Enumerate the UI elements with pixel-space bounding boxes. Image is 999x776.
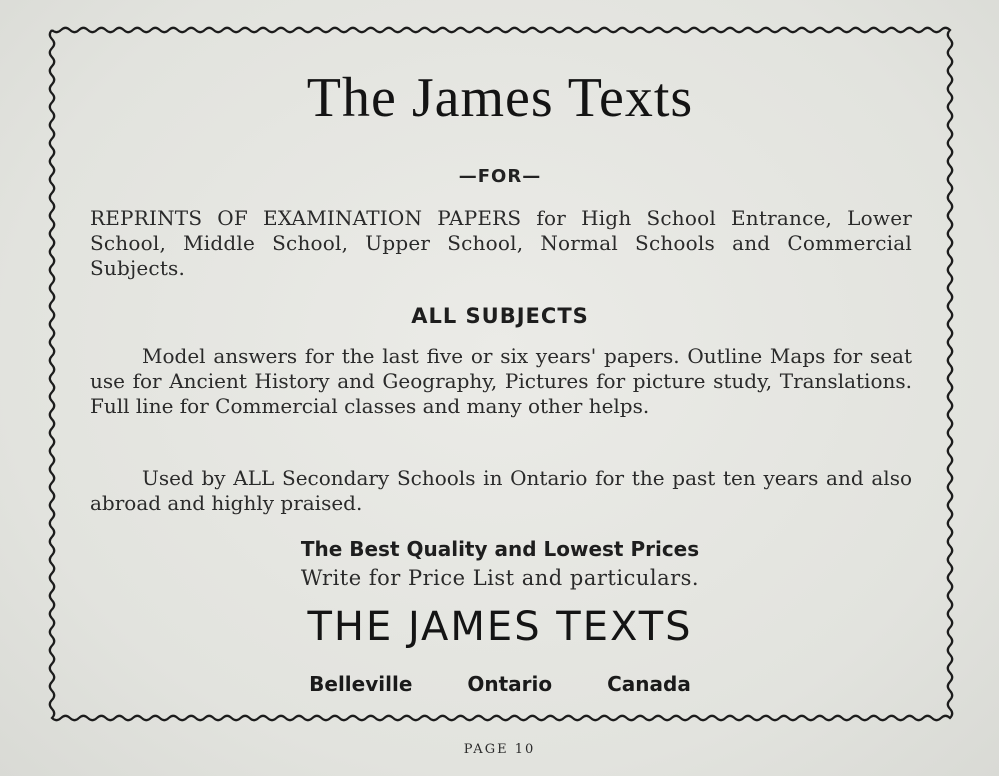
reprints-paragraph: REPRINTS OF EXAMINATION PAPERS for High School Entrance, Lower School, Middle School, Upper School, Normal Schools and Commercial Subjects. [90, 206, 912, 280]
used-by-paragraph: Used by ALL Secondary Schools in Ontario for the past ten years and also abroad and highly praised. [90, 466, 912, 515]
model-answers-paragraph: Model answers for the last five or six years' papers. Outline Maps for seat use for Ancient History and Geography, Pictures for picture study, Translations. Full line for Commercial classes and many other helps. [90, 344, 912, 418]
location-country: Canada [607, 672, 691, 696]
page-number: PAGE 10 [463, 742, 536, 757]
locations-line [70, 672, 930, 696]
location-city: Belleville [309, 672, 413, 696]
all-subjects-heading: ALL SUBJECTS [411, 304, 589, 328]
write-line: Write for Price List and particulars. [300, 566, 700, 590]
for-label: —FOR— [458, 166, 542, 187]
ad-title: The James Texts [306, 67, 694, 129]
company-name: THE JAMES TEXTS [307, 604, 693, 650]
location-province: Ontario [467, 672, 553, 696]
quality-line: The Best Quality and Lowest Prices [300, 537, 700, 561]
advertisement [70, 40, 930, 712]
